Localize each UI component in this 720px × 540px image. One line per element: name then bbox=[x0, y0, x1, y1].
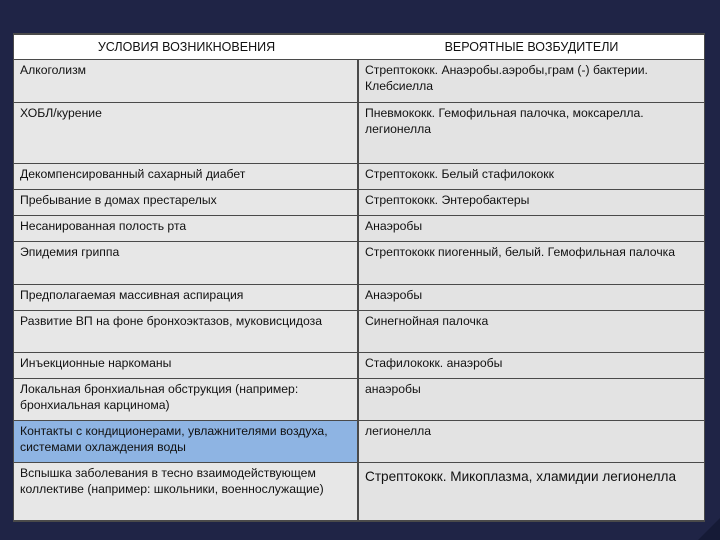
table-row bbox=[14, 60, 704, 102]
table-row bbox=[14, 242, 704, 284]
slide-corner-decoration bbox=[698, 518, 720, 540]
pathogens-table bbox=[13, 33, 705, 522]
table-row bbox=[14, 421, 704, 462]
condition-cell: ХОБЛ/курение bbox=[14, 103, 359, 163]
pathogen-cell: Пневмококк. Гемофильная палочка, моксарелла. легионелла bbox=[359, 103, 704, 163]
pathogen-cell: Стрептококк. Анаэробы.аэробы,грам (-) бактерии. Клебсиелла bbox=[359, 60, 704, 102]
condition-cell: Эпидемия гриппа bbox=[14, 242, 359, 284]
condition-cell-highlighted: Контакты с кондиционерами, увлажнителями воздуха, системами охлаждения воды bbox=[14, 421, 359, 462]
table-row bbox=[14, 103, 704, 163]
condition-cell: Локальная бронхиальная обструкция (например: бронхиальная карцинома) bbox=[14, 379, 359, 420]
header-pathogens: ВЕРОЯТНЫЕ ВОЗБУДИТЕЛИ bbox=[359, 35, 704, 59]
table-row bbox=[14, 353, 704, 378]
condition-cell: Вспышка заболевания в тесно взаимодействующем коллективе (например: школьники, военнослужащие) bbox=[14, 463, 359, 520]
pathogen-cell: Анаэробы bbox=[359, 216, 704, 241]
condition-cell: Несанированная полость рта bbox=[14, 216, 359, 241]
header-row bbox=[14, 35, 704, 59]
conditions-table bbox=[14, 34, 704, 521]
pathogen-cell: Стрептококк. Микоплазма, хламидии легионелла bbox=[359, 463, 704, 520]
condition-cell: Пребывание в домах престарелых bbox=[14, 190, 359, 215]
condition-cell: Декомпенсированный сахарный диабет bbox=[14, 164, 359, 189]
pathogen-cell: Стафилококк. анаэробы bbox=[359, 353, 704, 378]
condition-cell: Развитие ВП на фоне бронхоэктазов, муковисцидоза bbox=[14, 311, 359, 352]
pathogen-cell: Анаэробы bbox=[359, 285, 704, 310]
table-row bbox=[14, 190, 704, 215]
pathogen-cell: Стрептококк. Белый стафилококк bbox=[359, 164, 704, 189]
table-row bbox=[14, 379, 704, 420]
table-row bbox=[14, 285, 704, 310]
condition-cell: Алкоголизм bbox=[14, 60, 359, 102]
condition-cell: Предполагаемая массивная аспирация bbox=[14, 285, 359, 310]
pathogen-cell: легионелла bbox=[359, 421, 704, 462]
pathogen-cell: анаэробы bbox=[359, 379, 704, 420]
header-conditions: УСЛОВИЯ ВОЗНИКНОВЕНИЯ bbox=[14, 35, 359, 59]
condition-cell: Инъекционные наркоманы bbox=[14, 353, 359, 378]
table-row bbox=[14, 463, 704, 520]
table-row bbox=[14, 164, 704, 189]
table-row bbox=[14, 311, 704, 352]
table-row bbox=[14, 216, 704, 241]
pathogen-cell: Стрептококк пиогенный, белый. Гемофильная палочка bbox=[359, 242, 704, 284]
pathogen-cell: Стрептококк. Энтеробактеры bbox=[359, 190, 704, 215]
pathogen-cell: Синегнойная палочка bbox=[359, 311, 704, 352]
